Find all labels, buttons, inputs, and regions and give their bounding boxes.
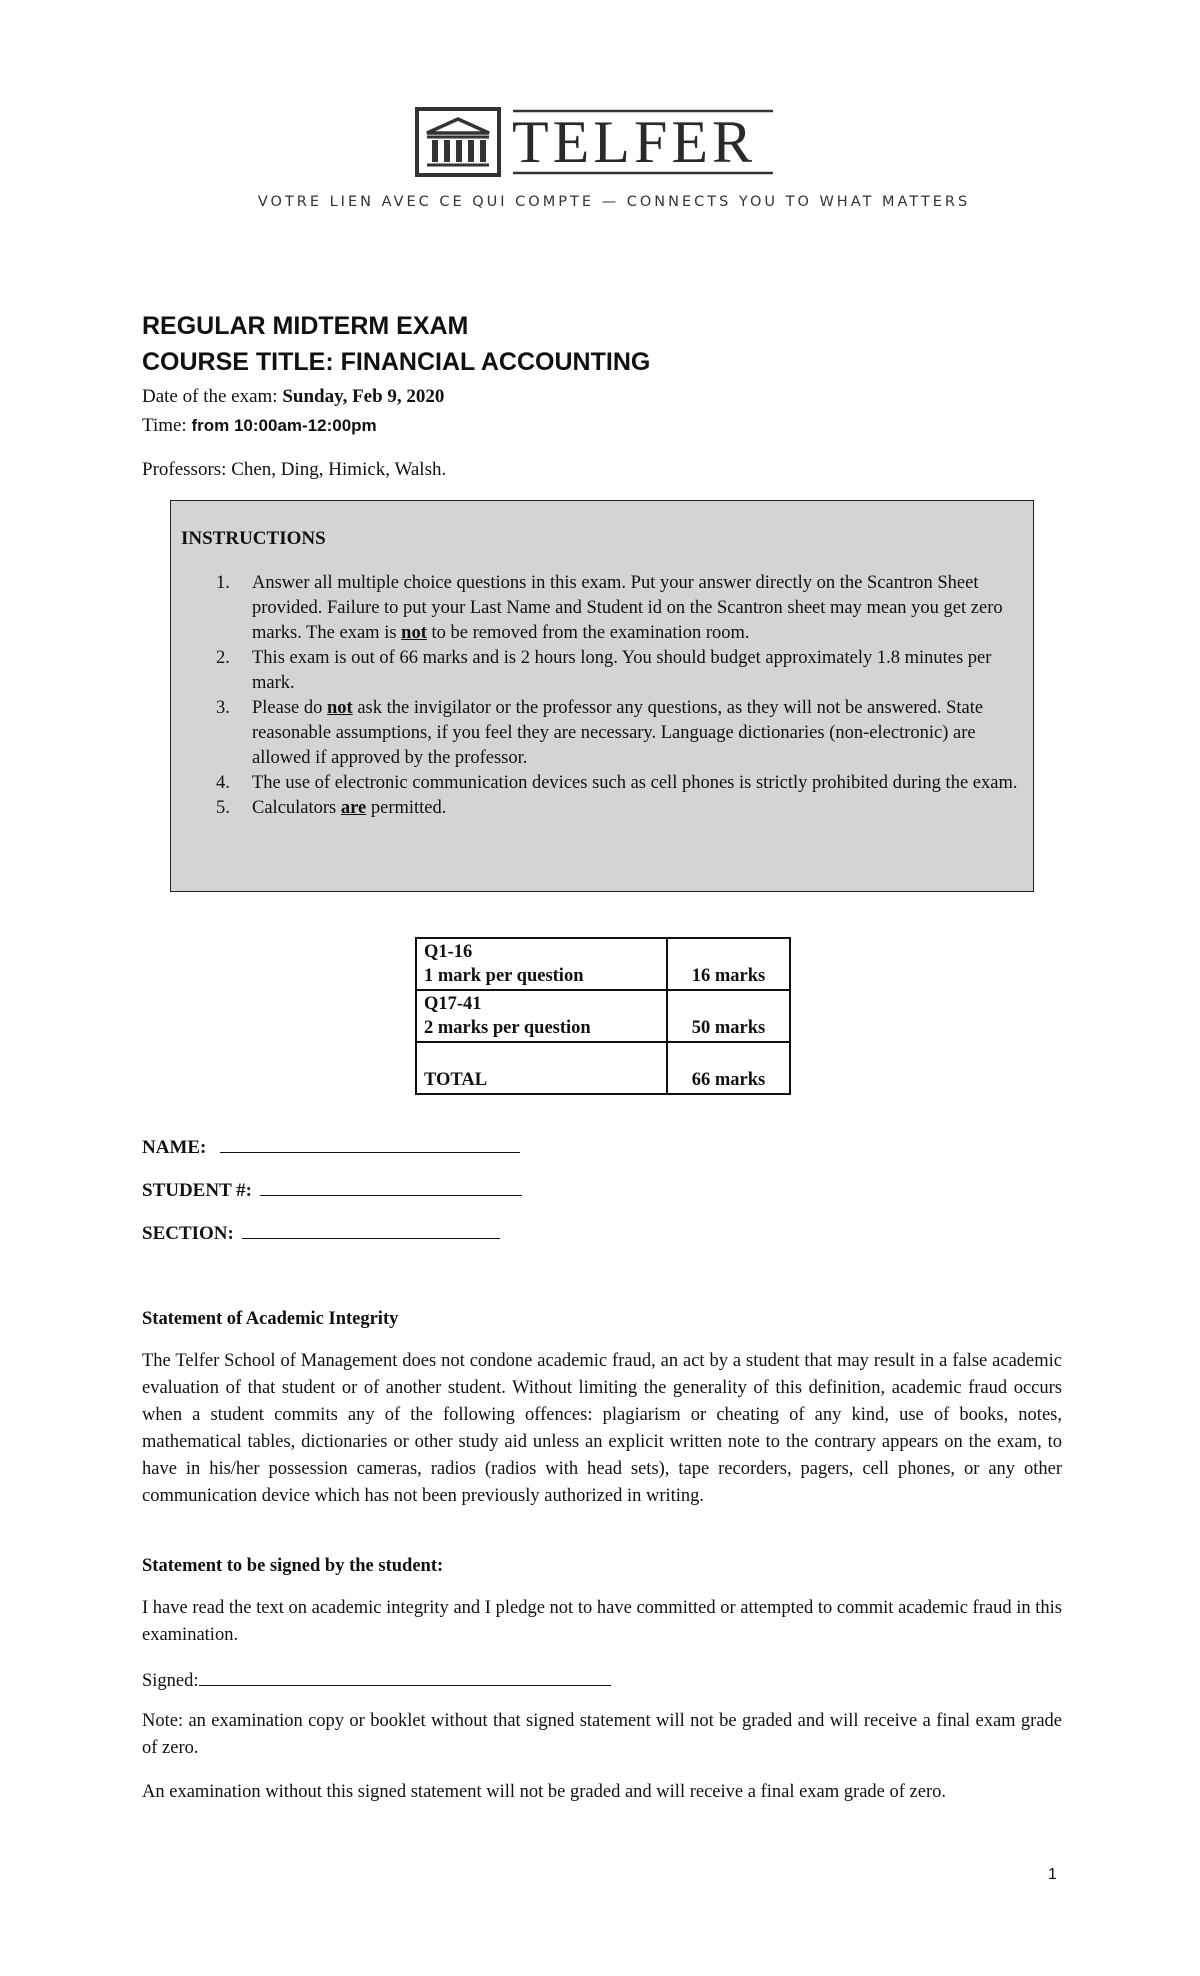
logo-wordmark: TELFER bbox=[512, 109, 756, 175]
instruction-item: 1. Answer all multiple choice questions in this exam. Put your answer directly on the Scantron Sheet provided. Failure to put your Last Name and Student id on the Scantron sheet may mean you get zero marks. The exam is not to be removed from the examination room. bbox=[216, 573, 1003, 643]
section-field[interactable] bbox=[142, 1220, 500, 1245]
section-label: SECTION: bbox=[142, 1223, 234, 1244]
instruction-item: 3. Please do not ask the invigilator or the professor any questions, as they will not be answered. State reasonable assumptions, if you feel they are necessary. Language dictionaries (non-electronic) are allowed if approved by the professor. bbox=[216, 698, 984, 768]
table-cell: Q17-41 2 marks per question bbox=[416, 990, 667, 1042]
student-number-blank[interactable] bbox=[260, 1177, 522, 1196]
time-value: from 10:00am-12:00pm bbox=[191, 416, 377, 435]
final-text: An examination without this signed statement will not be graded and will receive a final exam grade of zero. bbox=[142, 1782, 946, 1802]
signed-field[interactable] bbox=[142, 1667, 1062, 1695]
table-cell: 50 marks bbox=[667, 990, 790, 1042]
exam-type-title: REGULAR MIDTERM EXAM bbox=[142, 312, 469, 340]
pledge-text: I have read the text on academic integrity and I pledge not to have committed or attempted to commit academic fraud in this examination. bbox=[142, 1598, 1062, 1645]
instructions-title: INSTRUCTIONS bbox=[181, 528, 326, 549]
page-number: 1 bbox=[1048, 1866, 1057, 1883]
integrity-body: The Telfer School of Management does not condone academic fraud, an act by a student that may result in a false academic evaluation of that student or of another student. Without limiting the generality of this definition, academic fraud occurs when a student commits any of the following offences: plagiarism or cheating of any kind, use of books, notes, mathematical tables, dictionaries or other study aid unless an explicit written note to the contrary appears on the exam, to have in his/her possession cameras, radios (radios with head sets), tape recorders, pagers, cell phones, or any other communication device which has not been previously authorized in writing. bbox=[142, 1351, 1062, 1506]
note-text: Note: an examination copy or booklet without that signed statement will not be graded and will receive a final exam grade of zero. bbox=[142, 1711, 1062, 1758]
name-blank[interactable] bbox=[220, 1134, 520, 1153]
instruction-item: 4. The use of electronic communication devices such as cell phones is strictly prohibited during the exam. bbox=[216, 773, 1018, 793]
instruction-item: 5. Calculators are permitted. bbox=[216, 798, 447, 818]
integrity-title: Statement of Academic Integrity bbox=[142, 1309, 399, 1329]
table-cell: Q1-16 1 mark per question bbox=[416, 938, 667, 990]
signed-label: Signed: bbox=[142, 1671, 199, 1691]
sign-title: Statement to be signed by the student: bbox=[142, 1556, 444, 1576]
table-cell: 66 marks bbox=[667, 1042, 790, 1094]
professors: Professors: Chen, Ding, Himick, Walsh. bbox=[142, 459, 447, 480]
student-number-field[interactable] bbox=[142, 1177, 522, 1202]
marks-table bbox=[415, 937, 791, 1095]
table-row bbox=[416, 1042, 790, 1094]
instructions-list bbox=[210, 571, 1020, 821]
logo-tagline: VOTRE LIEN AVEC CE QUI COMPTE — CONNECTS YOU TO WHAT MATTERS bbox=[257, 194, 971, 210]
signature-blank[interactable] bbox=[199, 1667, 611, 1686]
date-label: Date of the exam: bbox=[142, 386, 278, 407]
course-title: COURSE TITLE: FINANCIAL ACCOUNTING bbox=[142, 348, 651, 376]
table-cell: 16 marks bbox=[667, 938, 790, 990]
name-label: NAME: bbox=[142, 1137, 207, 1158]
date-value: Sunday, Feb 9, 2020 bbox=[282, 386, 445, 407]
section-blank[interactable] bbox=[242, 1220, 500, 1239]
table-row bbox=[416, 938, 790, 990]
exam-date bbox=[142, 386, 444, 408]
table-row bbox=[416, 990, 790, 1042]
table-cell: TOTAL bbox=[416, 1042, 667, 1094]
student-number-label: STUDENT #: bbox=[142, 1180, 252, 1201]
instruction-item: 2. This exam is out of 66 marks and is 2 hours long. You should budget approximately 1.8 minutes per mark. bbox=[216, 648, 992, 693]
time-label: Time: bbox=[142, 415, 187, 436]
exam-time bbox=[142, 415, 377, 437]
name-field[interactable] bbox=[142, 1134, 520, 1159]
